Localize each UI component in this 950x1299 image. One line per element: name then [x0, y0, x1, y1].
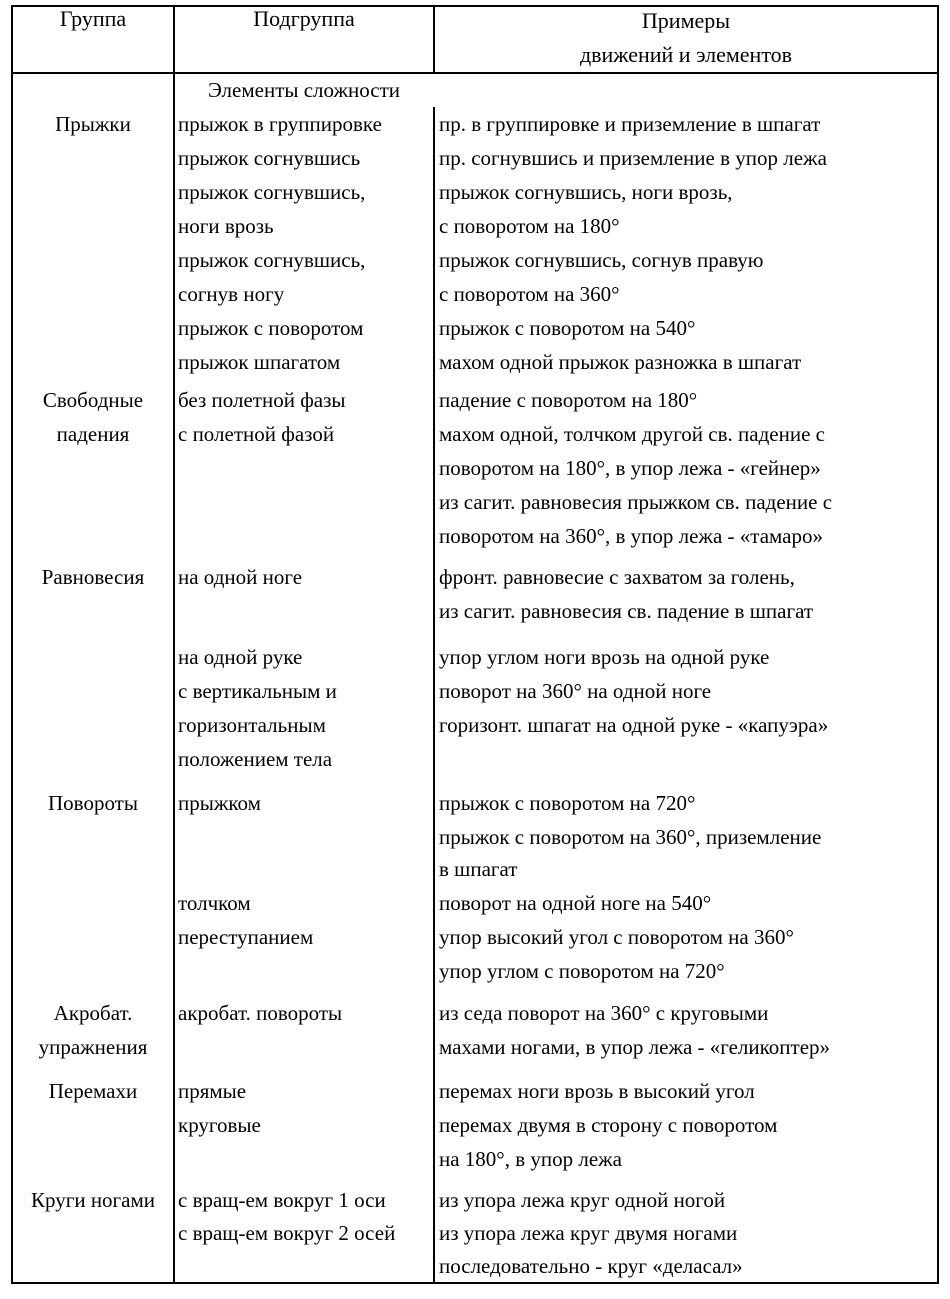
example-line: прыжок согнувшись, ноги врозь, [439, 180, 733, 204]
group-name: Круги ногами [30, 1188, 156, 1212]
example-line: прыжок согнувшись, согнув правую [439, 248, 764, 272]
example-line: на 180°, в упор лежа [439, 1147, 622, 1171]
example-line: упор углом ноги врозь на одной руке [439, 645, 770, 669]
group-name: Повороты [48, 791, 138, 815]
example-line: с поворотом на 180° [439, 214, 620, 238]
subgroup-line: прыжок шпагатом [178, 350, 341, 374]
example-line: падение с поворотом на 180° [439, 388, 698, 412]
section-title: Элементы сложности [207, 78, 401, 102]
subgroup-line: переступанием [178, 925, 314, 949]
subgroup-line: на одной руке [178, 645, 303, 669]
example-line: из упора лежа круг двумя ногами [439, 1221, 738, 1245]
header-examples-line2: движений и элементов [579, 42, 793, 67]
subgroup-line: с вращ-ем вокруг 2 осей [178, 1221, 396, 1245]
example-line: из упора лежа круг одной ногой [439, 1188, 726, 1212]
subgroup-line: с вращ-ем вокруг 1 оси [178, 1188, 386, 1212]
header-subgroup: Подгруппа [253, 6, 355, 31]
example-line: последовательно - круг «деласал» [439, 1254, 743, 1278]
subgroup-line: прыжок с поворотом [178, 316, 364, 340]
subgroup-line: прыжок согнувшись [178, 146, 361, 170]
example-line: прыжок с поворотом на 540° [439, 316, 696, 340]
subgroup-line: прыжком [178, 791, 261, 815]
example-line: пр. согнувшись и приземление в упор лежа [439, 146, 827, 170]
header-examples-line1: Примеры [641, 8, 731, 33]
subgroup-line: согнув ногу [178, 282, 285, 306]
example-line: из сагит. равновесия св. падение в шпагат [439, 599, 814, 623]
subgroup-line: прыжок согнувшись, [178, 248, 366, 272]
subgroup-line: круговые [178, 1113, 261, 1137]
example-line: поворот на 360° на одной ноге [439, 679, 712, 703]
example-line: перемах двумя в сторону с поворотом [439, 1113, 778, 1137]
example-line: фронт. равновесие с захватом за голень, [439, 565, 795, 589]
example-line: упор высокий угол с поворотом на 360° [439, 925, 794, 949]
example-line: из сагит. равновесия прыжком св. падение с [439, 490, 833, 514]
example-line: прыжок с поворотом на 360°, приземление [439, 825, 822, 849]
subgroup-line: горизонтальным [178, 713, 326, 737]
example-line: горизонт. шпагат на одной руке - «капуэра» [439, 713, 829, 737]
subgroup-line: акробат. повороты [178, 1001, 343, 1025]
subgroup-line: ноги врозь [178, 214, 274, 238]
example-line: в шпагат [439, 857, 518, 881]
subgroup-line: на одной ноге [178, 565, 303, 589]
example-line: поворот на одной ноге на 540° [439, 891, 712, 915]
example-line: прыжок с поворотом на 720° [439, 791, 696, 815]
group-name: Акробат. [53, 1001, 133, 1025]
example-line: поворотом на 180°, в упор лежа - «гейнер» [439, 456, 821, 480]
subgroup-line: прямые [178, 1079, 247, 1103]
example-line: махами ногами, в упор лежа - «геликоптер» [439, 1035, 831, 1059]
header-separator [11, 72, 939, 74]
header-group: Группа [59, 6, 127, 31]
subgroup-line: прыжок согнувшись, [178, 180, 366, 204]
subgroup-line: толчком [178, 891, 251, 915]
group-name: Равновесия [41, 565, 145, 589]
example-line: упор углом с поворотом на 720° [439, 959, 725, 983]
example-line: махом одной прыжок разножка в шпагат [439, 350, 802, 374]
example-line: из седа поворот на 360° с круговыми [439, 1001, 769, 1025]
example-line: перемах ноги врозь в высокий угол [439, 1079, 755, 1103]
example-line: с поворотом на 360° [439, 282, 620, 306]
example-line: пр. в группировке и приземление в шпагат [439, 112, 821, 136]
subgroup-line: прыжок в группировке [178, 112, 382, 136]
group-name: Свободные [42, 388, 144, 412]
group-name: упражнения [38, 1035, 148, 1059]
group-name: Прыжки [55, 112, 131, 136]
example-line: поворотом на 360°, в упор лежа - «тамаро» [439, 524, 823, 548]
group-name: Перемахи [48, 1079, 138, 1103]
subgroup-line: положением тела [178, 747, 333, 771]
subgroup-line: с полетной фазой [178, 422, 335, 446]
column-divider-2b [433, 107, 435, 1284]
subgroup-line: с вертикальным и [178, 679, 337, 703]
group-name: падения [56, 422, 130, 446]
subgroup-line: без полетной фазы [178, 388, 346, 412]
column-divider-1 [173, 5, 175, 1284]
example-line: махом одной, толчком другой св. падение с [439, 422, 825, 446]
